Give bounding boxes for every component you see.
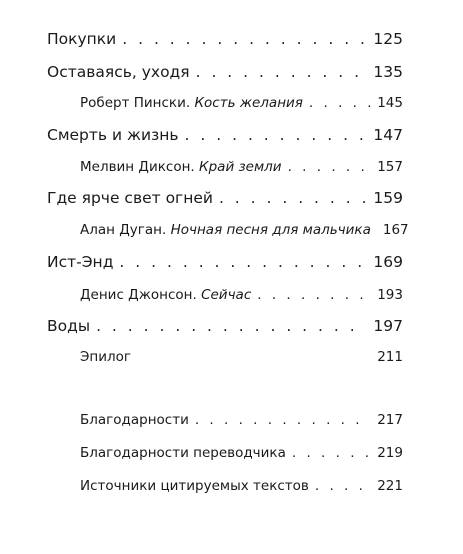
toc-entry-page: 197: [373, 317, 403, 335]
toc-entry-title: Ист-Энд: [47, 253, 114, 271]
toc-entry-page: 159: [373, 189, 403, 207]
leader-dots: [119, 253, 367, 271]
toc-entry-author: Роберт Пински.: [80, 95, 191, 111]
toc-entry-smert-i-zhizn[interactable]: [47, 126, 403, 144]
toc-entry-work: Сейчас: [201, 287, 252, 303]
toc-entry-dixon[interactable]: [80, 159, 403, 175]
toc-entry-pinsky[interactable]: [80, 95, 403, 111]
toc-entry-ostavayas-ukhodya[interactable]: [47, 63, 403, 81]
leader-dots: [122, 30, 367, 48]
toc-entry-page: 167: [382, 222, 409, 238]
toc-entry-page: 135: [373, 63, 403, 81]
toc-entry-page: 125: [373, 30, 403, 48]
toc-entry-epilog[interactable]: [80, 349, 403, 365]
toc-entry-title: Воды: [47, 317, 91, 335]
toc-entry-title: Благодарности переводчика: [80, 445, 286, 461]
toc-entry-work: Край земли: [199, 159, 282, 175]
leader-dots: [292, 445, 371, 461]
leader-dots: [309, 95, 371, 111]
toc-entry-title: [80, 222, 371, 238]
toc-entry-title: [80, 95, 303, 111]
toc-entry-johnson[interactable]: [80, 287, 403, 303]
toc-entry-author: Денис Джонсон.: [80, 287, 197, 303]
toc-entry-page: 221: [377, 478, 403, 494]
toc-entry-ist-end[interactable]: [47, 253, 403, 271]
toc-entry-title: Где ярче свет огней: [47, 189, 213, 207]
leader-dots: [219, 189, 367, 207]
toc-entry-title: Эпилог: [80, 349, 132, 365]
toc-entry-author: Алан Дуган.: [80, 222, 167, 238]
leader-dots: [185, 126, 368, 144]
toc-entry-page: 147: [373, 126, 403, 144]
toc-entry-page: 211: [377, 349, 403, 365]
toc-entry-page: 219: [377, 445, 403, 461]
toc-entry-pokupki[interactable]: [47, 30, 403, 48]
toc-entry-page: 169: [373, 253, 403, 271]
toc-entry-page: 157: [377, 159, 403, 175]
toc-entry-page: 193: [377, 287, 403, 303]
toc-entry-page: 217: [377, 412, 403, 428]
leader-dots: [288, 159, 372, 175]
toc-entry-title: [80, 287, 251, 303]
toc-entry-gde-yarche[interactable]: [47, 189, 403, 207]
toc-entry-title: Благодарности: [80, 412, 189, 428]
toc-entry-title: [80, 159, 282, 175]
toc-entry-work: Ночная песня для мальчика: [170, 222, 371, 238]
toc-entry-author: Мелвин Диксон.: [80, 159, 195, 175]
toc-entry-work: Кость желания: [194, 95, 303, 111]
toc-entry-vody[interactable]: [47, 317, 403, 335]
toc-entry-title: Оставаясь, уходя: [47, 63, 190, 81]
toc-entry-blagodarnosti[interactable]: [80, 412, 403, 428]
toc-entry-blagodarnosti-perevodchika[interactable]: [80, 445, 403, 461]
toc-entry-title: Покупки: [47, 30, 117, 48]
toc-entry-dugan[interactable]: [80, 222, 409, 238]
toc-entry-title: Смерть и жизнь: [47, 126, 179, 144]
toc-entry-istochniki[interactable]: [80, 478, 403, 494]
leader-dots: [96, 317, 367, 335]
leader-dots: [257, 287, 371, 303]
leader-dots: [195, 412, 371, 428]
leader-dots: [196, 63, 368, 81]
leader-dots: [315, 478, 371, 494]
toc-entry-page: 145: [377, 95, 403, 111]
toc-entry-title: Источники цитируемых текстов: [80, 478, 309, 494]
